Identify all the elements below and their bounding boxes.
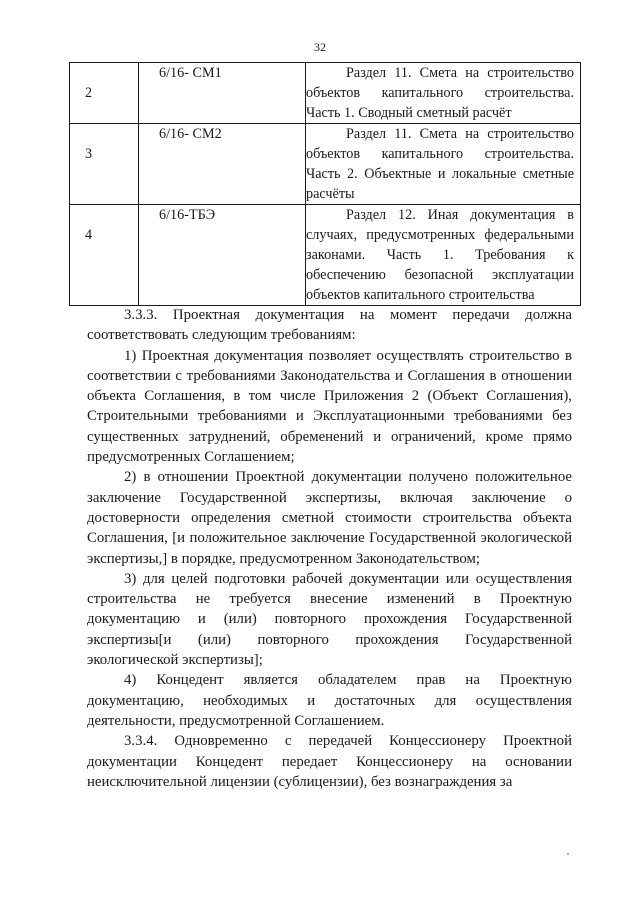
row-number: 2: [70, 63, 139, 124]
document-description: [306, 205, 581, 306]
clause-3-3-3: 3.3.3. Проектная документация на момент передачи должна соответствовать следующим требованиям:: [87, 307, 572, 344]
page-number: 32: [314, 40, 326, 54]
document-code: 6/16- СМ1: [139, 63, 306, 124]
table-row: [70, 205, 581, 306]
requirement-item-1: 1) Проектная документация позволяет осуществлять строительство в соответствии с требованиями Законодательства и Соглашения в отношении объекта Соглашения, в том числе Приложения 2 (Объект Соглашения), Строительными требованиями и Эксплуатационными требованиями без существенных затруднений, обременений и ограничений, кроме прямо предусмотренных Соглашением;: [87, 347, 572, 466]
table-row: [70, 63, 581, 124]
document-code: 6/16-ТБЭ: [139, 205, 306, 306]
document-description: [306, 124, 581, 205]
document-code: 6/16- СМ2: [139, 124, 306, 205]
description-text: Раздел 11. Смета на строительство объектов капитального строительства. Часть 2. Объектные и локальные сметные расчёты: [306, 126, 574, 202]
table-row: [70, 124, 581, 205]
requirement-item-2: 2) в отношении Проектной документации получено положительное заключение Государственной экспертизы, включая заключение о достоверности определения сметной стоимости строительства объекта Соглашения, [и положительное заключение Государственной экологической экспертизы,] в порядке, предусмотренном Законодательством;: [87, 469, 572, 567]
requirement-item-3: 3) для целей подготовки рабочей документации или осуществления строительства не требуется внесение изменений в Проектную документацию и (или) повторного прохождения Государственной экспертизы[и (или) повторного прохождения Государственной экологической экспертизы];: [87, 570, 572, 669]
row-number: 4: [70, 205, 139, 306]
description-text: Раздел 12. Иная документация в случаях, предусмотренных федеральными законами. Часть 1. Требования к обеспечению безопасной эксплуатации объектов капитального строительства: [306, 207, 574, 303]
document-description: [306, 63, 581, 124]
scan-artifact-dot: [567, 853, 569, 855]
description-text: Раздел 11. Смета на строительство объектов капитального строительства. Часть 1. Сводный сметный расчёт: [306, 65, 574, 121]
requirement-item-4: 4) Концедент является обладателем прав на Проектную документацию, необходимых и достаточных для осуществления деятельности, предусмотренной Соглашением.: [87, 672, 572, 729]
document-body: [87, 305, 572, 792]
documentation-table: [69, 62, 581, 306]
row-number: 3: [70, 124, 139, 205]
clause-3-3-4: 3.3.4. Одновременно с передачей Концессионеру Проектной документации Концедент передает Концессионеру на основании неисключительной лицензии (сублицензии), без вознаграждения за: [87, 733, 572, 790]
